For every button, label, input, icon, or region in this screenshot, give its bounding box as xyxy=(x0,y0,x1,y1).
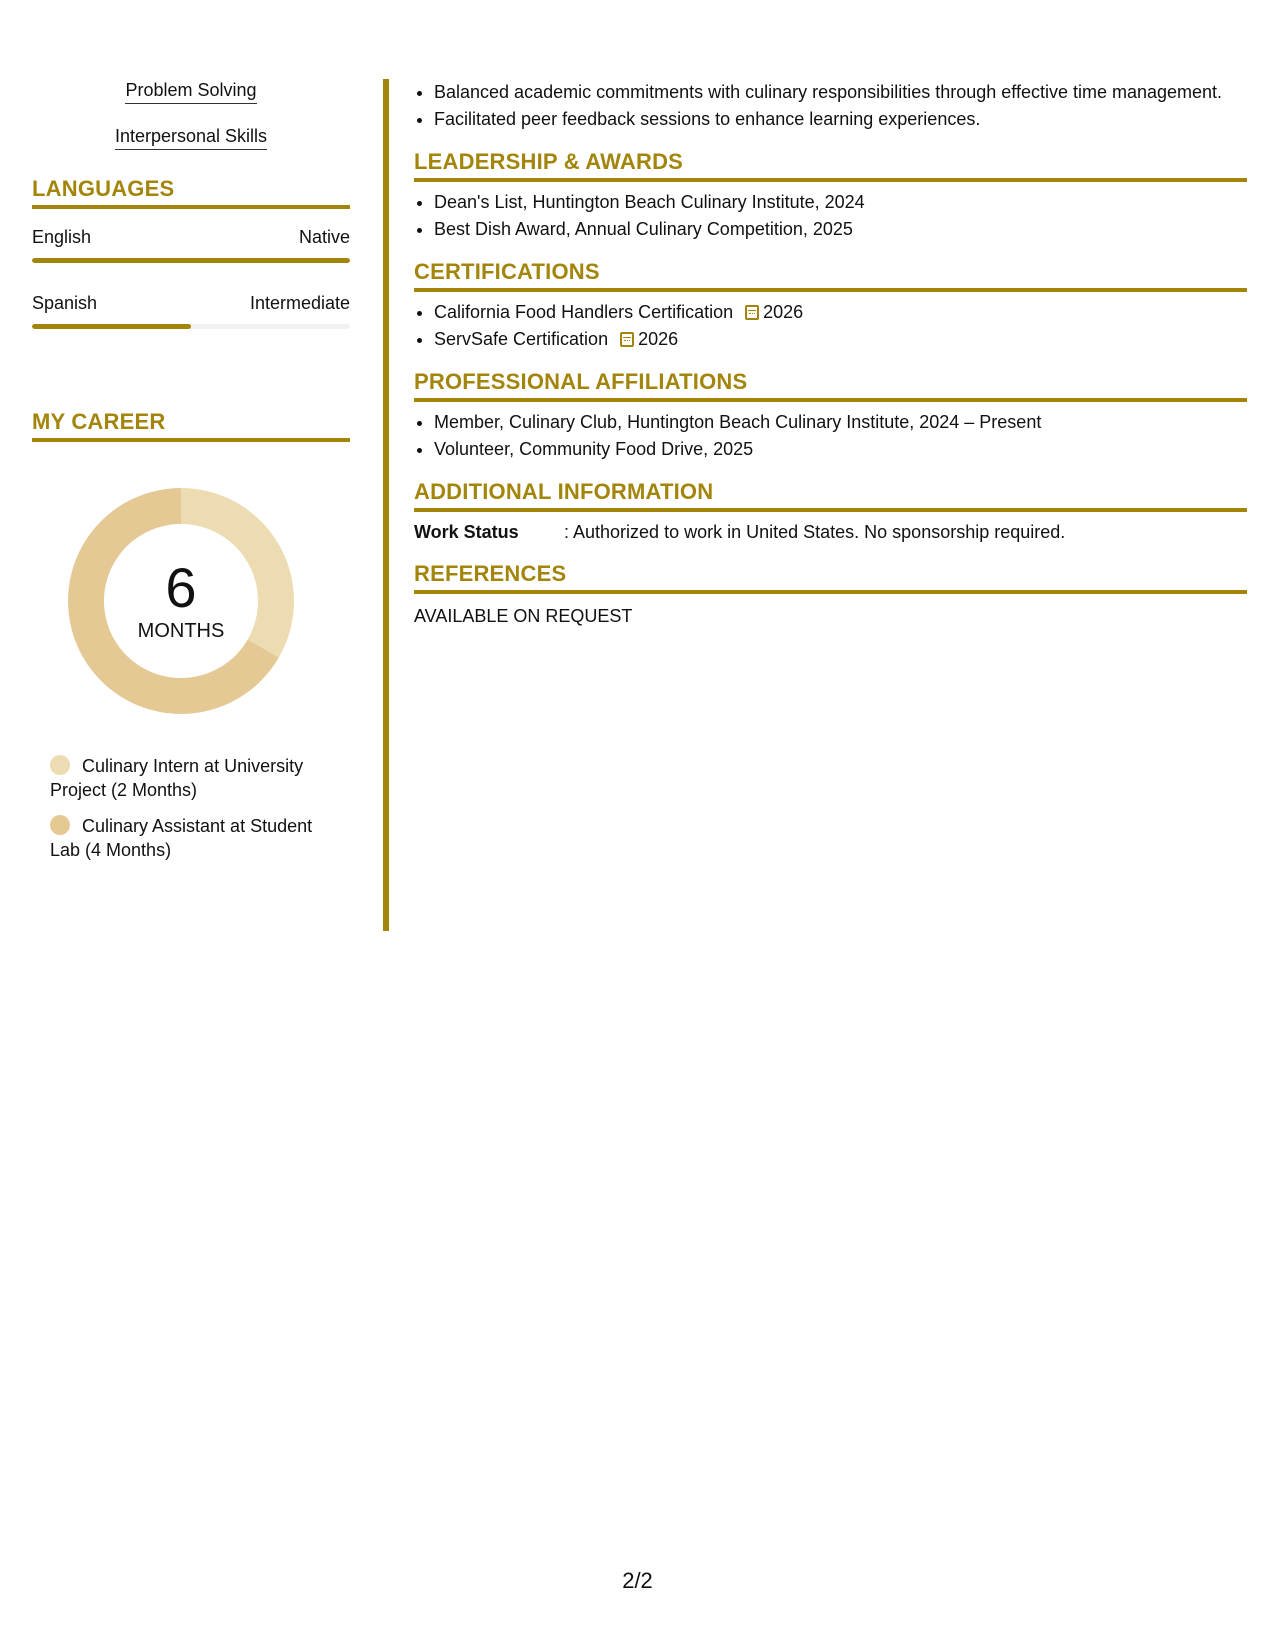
continued-bullet-list xyxy=(414,80,1247,131)
additional-info-heading: ADDITIONAL INFORMATION xyxy=(414,479,1247,512)
language-name: Spanish xyxy=(32,293,98,313)
certification-name: ServSafe Certification xyxy=(434,329,609,349)
affiliations-heading: PROFESSIONAL AFFILIATIONS xyxy=(414,369,1247,402)
certifications-list xyxy=(414,300,1247,351)
skill-item xyxy=(32,126,350,150)
calendar-icon xyxy=(745,305,759,320)
affiliations-list xyxy=(414,410,1247,461)
list-item xyxy=(434,327,1247,351)
career-legend-item xyxy=(50,754,340,802)
list-item: • Best Dish Award, Annual Culinary Competition, 2025 xyxy=(434,217,1247,241)
calendar-icon xyxy=(620,332,634,347)
column-divider xyxy=(383,79,389,931)
certifications-heading: CERTIFICATIONS xyxy=(414,259,1247,292)
career-heading: MY CAREER xyxy=(32,409,350,442)
list-item: • Dean's List, Huntington Beach Culinary Institute, 2024 xyxy=(434,190,1247,214)
right-column xyxy=(414,80,1247,627)
work-status-row xyxy=(414,522,1247,543)
legend-dot xyxy=(50,755,70,775)
language-name: English xyxy=(32,227,92,247)
donut-center xyxy=(66,486,296,716)
list-item: • Volunteer, Community Food Drive, 2025 xyxy=(434,437,1247,461)
list-item: • Balanced academic commitments with culinary responsibilities through effective time management. xyxy=(434,80,1247,104)
language-proficiency-bar xyxy=(32,258,350,263)
career-total-number: 6 xyxy=(165,555,197,619)
career-legend xyxy=(50,754,340,862)
skill-label: Problem Solving xyxy=(125,80,256,104)
list-item xyxy=(434,300,1247,324)
leadership-list xyxy=(414,190,1247,241)
list-item: • Member, Culinary Club, Huntington Beach Culinary Institute, 2024 – Present xyxy=(434,410,1247,434)
left-column xyxy=(32,80,350,874)
skill-item xyxy=(32,80,350,104)
legend-label: Culinary Intern at University Project (2 Months) xyxy=(50,756,304,800)
skill-label: Interpersonal Skills xyxy=(115,126,267,150)
leadership-heading: LEADERSHIP & AWARDS xyxy=(414,149,1247,182)
references-text: AVAILABLE ON REQUEST xyxy=(414,606,633,626)
language-level: Native xyxy=(298,227,350,247)
legend-dot xyxy=(50,815,70,835)
language-proficiency-fill xyxy=(32,324,191,329)
career-legend-item xyxy=(50,814,340,862)
work-status-value: : Authorized to work in United States. No sponsorship required. xyxy=(564,522,1066,542)
career-donut-chart xyxy=(66,486,296,716)
languages-heading: LANGUAGES xyxy=(32,176,350,209)
language-item xyxy=(32,293,350,329)
career-total-unit: MONTHS xyxy=(137,619,225,642)
certification-name: California Food Handlers Certification xyxy=(434,302,734,322)
work-status-label: Work Status xyxy=(414,522,519,542)
certification-year: 2026 xyxy=(638,329,679,349)
list-item: • Facilitated peer feedback sessions to enhance learning experiences. xyxy=(434,107,1247,131)
certification-year: 2026 xyxy=(763,302,804,322)
legend-label: Culinary Assistant at Student Lab (4 Months) xyxy=(50,816,313,860)
page-number: 2/2 xyxy=(622,1568,653,1593)
language-level: Intermediate xyxy=(249,293,350,313)
language-proficiency-fill xyxy=(32,258,350,263)
references-heading: REFERENCES xyxy=(414,561,1247,594)
language-proficiency-bar xyxy=(32,324,350,329)
language-item xyxy=(32,227,350,263)
